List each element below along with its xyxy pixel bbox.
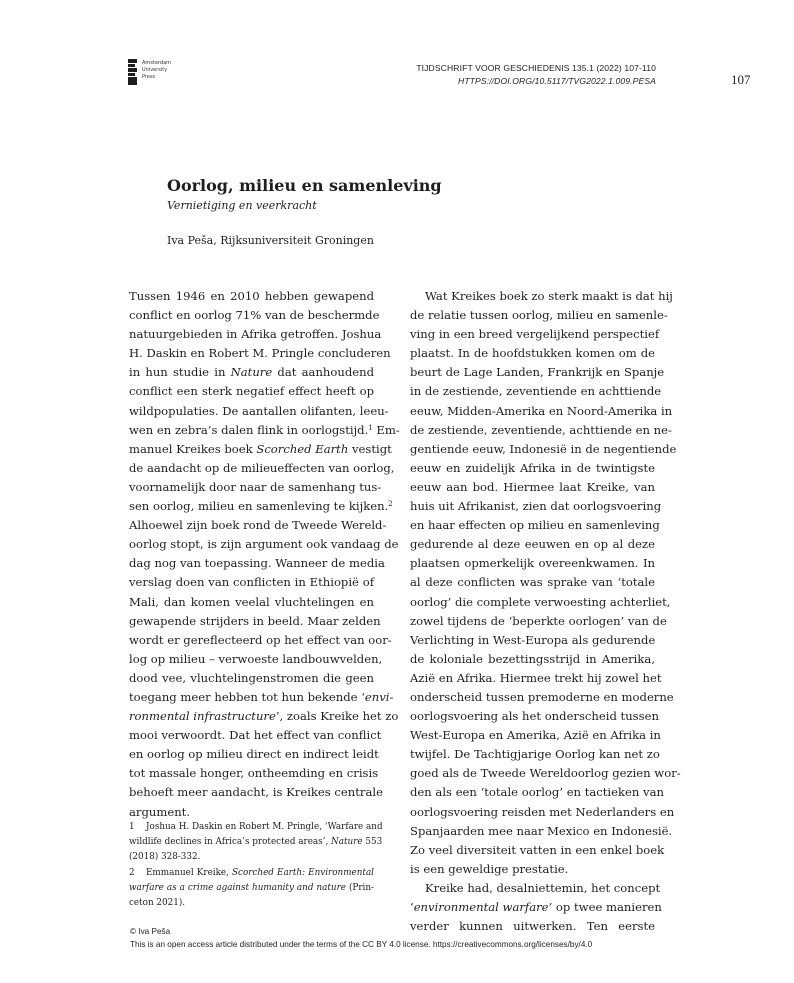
- body-line: al deze conflicten was sprake van ‘totale: [410, 575, 655, 590]
- body-line: Kreike had, desalniettemin, het concept: [425, 880, 661, 895]
- body-line: Tussen 1946 en 2010 hebben gewapend: [129, 289, 374, 303]
- body-line: ‘environmental warfare’ op twee manieren: [410, 900, 662, 914]
- body-line: goed als de Tweede Wereldoorlog gezien wor-: [410, 766, 681, 781]
- body-line: is een geweldige prestatie.: [410, 861, 569, 876]
- footnotes: [129, 820, 383, 911]
- body-line: mooi verwoordt. Dat het effect van conflict: [129, 728, 382, 743]
- footnote-line: warfare as a crime against humanity and nature (Prin-: [129, 882, 374, 893]
- body-line: oorlogsvoering als het onderscheid tussen: [410, 709, 659, 724]
- footnote-line: (2018) 328-332.: [129, 852, 201, 863]
- body-line: natuurgebieden in Afrika getroffen. Joshua: [129, 327, 382, 342]
- article-subtitle: Vernietiging en veerkracht: [167, 199, 317, 212]
- footnote-ref-2[interactable]: 2: [388, 500, 393, 509]
- body-line: wildpopulaties. De aantallen olifanten, leeu-: [129, 403, 389, 418]
- body-line: tot massale honger, ontheemding en crisis: [129, 766, 379, 781]
- body-line: H. Daskin en Robert M. Pringle concluderen: [129, 346, 391, 361]
- body-line: eeuw en zuidelijk Afrika in de twintigste: [410, 460, 655, 475]
- body-line: dag nog van toepassing. Wanneer de media: [129, 556, 385, 571]
- article-author: Iva Peša, Rijksuniversiteit Groningen: [167, 234, 374, 247]
- body-line: ronmental infrastructure’, zoals Kreike het zo: [129, 709, 399, 724]
- page-number: 107: [731, 72, 751, 87]
- body-line: Wat Kreikes boek zo sterk maakt is dat hij: [425, 289, 673, 303]
- body-line: eeuw aan bod. Hiermee laat Kreike, van: [410, 479, 655, 494]
- footnote-line: wildlife declines in Africa’s protected areas’, Nature 553: [129, 837, 383, 848]
- body-line: beurt de Lage Landen, Frankrijk en Spanje: [410, 365, 665, 380]
- body-line: twijfel. De Tachtigjarige Oorlog kan net zo: [410, 747, 660, 762]
- body-line: plaatsen opmerkelijk overeenkwamen. In: [410, 556, 655, 571]
- body-line: gewapende strijders in beeld. Maar zelden: [129, 613, 381, 628]
- body-line: argument.: [129, 804, 191, 819]
- footnote-2: 2 Emmanuel Kreike, Scorched Earth: Environmental: [129, 867, 374, 878]
- publisher-logo: [128, 59, 188, 85]
- body-line: gedurende al deze eeuwen en op al deze: [410, 537, 655, 552]
- body-line: huis uit Afrikanist, zien dat oorlogsvoering: [410, 499, 662, 514]
- body-line: Zo veel diversiteit vatten in een enkel boek: [410, 842, 665, 857]
- body-line: zowel tijdens de ‘beperkte oorlogen’ van de: [410, 613, 667, 628]
- footnote-ref-1[interactable]: 1: [368, 423, 373, 432]
- body-line: gentiende eeuw, Indonesië in de negentiende: [410, 441, 677, 456]
- article-title: Oorlog, milieu en samenleving: [167, 176, 442, 195]
- body-line: log op milieu – verwoeste landbouwvelden,: [129, 651, 383, 666]
- body-line: wen en zebra’s dalen flink in oorlogstijd.$^1$ Em-: [129, 422, 400, 437]
- body-line: ving in een breed vergelijkend perspectief: [410, 327, 660, 342]
- body-line: de koloniale bezettingsstrijd in Amerika,: [410, 651, 655, 666]
- body-line: Spanjaarden mee naar Mexico en Indonesië.: [410, 823, 673, 838]
- footnote-line: ceton 2021).: [129, 897, 186, 908]
- body-line: verder kunnen uitwerken. Ten eerste: [410, 919, 655, 934]
- body-line: behoeft meer aandacht, is Kreikes centrale: [129, 785, 383, 800]
- body-line: Azië en Afrika. Hiermee trekt hij zowel het: [410, 670, 662, 685]
- journal-citation: TIJDSCHRIFT VOOR GESCHIEDENIS 135.1 (2022) 107-110: [416, 63, 656, 73]
- publisher-name: Amsterdam University Press: [142, 60, 172, 80]
- body-line: de relatie tussen oorlog, milieu en samenle-: [410, 308, 668, 323]
- body-line: plaatst. In de hoofdstukken komen om de: [410, 346, 655, 361]
- body-line: wordt er gereflecteerd op het effect van oor-: [129, 632, 392, 647]
- body-column-left: [129, 287, 400, 822]
- body-line: West-Europa en Amerika, Azië en Afrika in: [410, 728, 661, 743]
- body-line: Alhoewel zijn boek rond de Tweede Wereld-: [129, 518, 387, 533]
- copyright-notice: © Iva Peša: [130, 927, 171, 936]
- body-line: oorlog’ die complete verwoesting achterliet,: [410, 594, 671, 609]
- footnote-1: 1 Joshua H. Daskin en Robert M. Pringle, ‘Warfare and: [129, 822, 383, 832]
- body-line: oorlogsvoering reisden met Nederlanders en: [410, 804, 675, 819]
- body-line: oorlog stopt, is zijn argument ook vandaag de: [129, 537, 399, 552]
- body-line: in hun studie in Nature dat aanhoudend: [129, 365, 374, 380]
- body-line: in de zestiende, zeventiende en achttiende: [410, 384, 662, 399]
- publisher-logo-mark: [128, 59, 137, 85]
- body-line: onderscheid tussen premoderne en moderne: [410, 689, 674, 704]
- body-line: voornamelijk door naar de samenhang tus-: [129, 479, 382, 494]
- body-line: Verlichting in West-Europa als gedurende: [410, 632, 656, 647]
- body-line: en haar effecten op milieu en samenleving: [410, 518, 660, 533]
- body-line: dood vee, vluchtelingenstromen die geen: [129, 670, 374, 685]
- doi-link[interactable]: HTTPS://DOI.ORG/10.5117/TVG2022.1.009.PESA: [458, 76, 656, 86]
- body-line: manuel Kreikes boek Scorched Earth vestigt: [129, 441, 392, 456]
- body-line: eeuw, Midden-Amerika en Noord-Amerika in: [410, 403, 673, 418]
- body-line: de aandacht op de milieueffecten van oorlog,: [129, 460, 395, 475]
- body-line: en oorlog op milieu direct en indirect leidt: [129, 747, 379, 762]
- body-line: conflict een sterk negatief effect heeft op: [129, 384, 374, 399]
- body-line: Mali, dan komen veelal vluchtelingen en: [129, 594, 374, 609]
- body-column-right: [410, 287, 681, 936]
- license-notice: This is an open access article distributed under the terms of the CC BY 4.0 license. https://creativecommons.org/licenses/by/4.0: [130, 940, 593, 949]
- body-line: sen oorlog, milieu en samenleving te kijken.$^2$: [129, 499, 393, 514]
- body-line: toegang meer hebben tot hun bekende ‘envi-: [129, 689, 394, 704]
- body-line: den als een ‘totale oorlog’ en tactieken van: [410, 785, 664, 800]
- body-line: conflict en oorlog 71% van de beschermde: [129, 308, 380, 323]
- body-line: verslag doen van conflicten in Ethiopië of: [129, 575, 374, 590]
- body-line: de zestiende, zeventiende, achttiende en ne-: [410, 422, 672, 437]
